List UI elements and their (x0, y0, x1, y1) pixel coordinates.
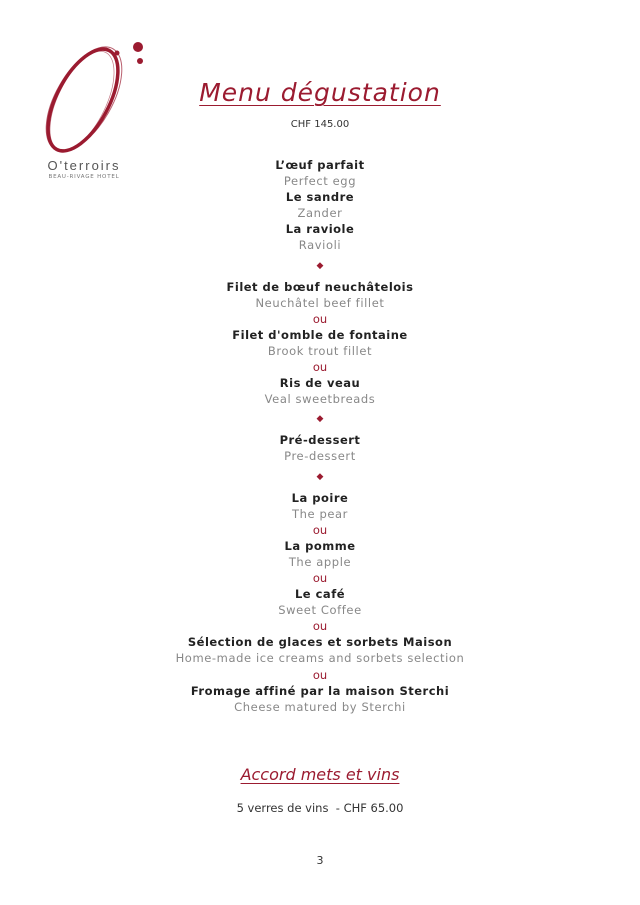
dish-name-fr: Ris de veau (279, 376, 361, 391)
dish-name-fr: La poire (291, 490, 349, 505)
dish-name-fr: Pré-dessert (279, 433, 361, 448)
menu-price: CHF 145.00 (290, 119, 350, 130)
page-number: 3 (316, 854, 324, 867)
dish-name-en: Neuchâtel beef fillet (255, 295, 385, 310)
dish-name-en: The apple (288, 554, 352, 569)
dish-name-en: Home-made ice creams and sorbets selection (175, 651, 465, 666)
or-separator: ou (312, 619, 328, 634)
dish-name-en: Sweet Coffee (278, 603, 362, 618)
dish-name-en: Zander (297, 206, 343, 221)
menu-list (0, 157, 640, 715)
dish-name-fr: Filet d'omble de fontaine (232, 327, 408, 342)
menu-title (0, 78, 640, 107)
diamond-separator-icon: ◆ (316, 414, 324, 425)
diamond-separator-icon: ◆ (316, 260, 324, 271)
dish-name-fr: Le café (294, 587, 345, 602)
wine-pairing-detail: 5 verres de vins - CHF 65.00 (236, 801, 404, 815)
dish-name-fr: L’œuf parfait (275, 158, 365, 172)
menu-title-text: Menu dégustation (199, 78, 441, 107)
dish-name-fr: Filet de bœuf neuchâtelois (226, 279, 414, 294)
or-separator: ou (312, 311, 328, 326)
diamond-separator-icon: ◆ (316, 471, 324, 482)
wine-pairing-title-text: Accord mets et vins (240, 765, 400, 784)
dish-name-en: Perfect egg (283, 174, 357, 189)
dish-name-fr: La pomme (284, 538, 356, 553)
wine-pairing-title (0, 765, 640, 784)
brand-name: O'terroirs (47, 158, 121, 173)
dish-name-en: The pear (292, 506, 348, 521)
dish-name-en: Veal sweetbreads (264, 392, 376, 407)
dish-name-en: Pre-dessert (284, 449, 356, 464)
dish-name-fr: Le sandre (285, 190, 355, 205)
or-separator: ou (312, 667, 328, 682)
dish-name-en: Cheese matured by Sterchi (234, 699, 406, 714)
brand-subtitle: BEAU-RIVAGE HOTEL (48, 174, 120, 180)
dish-name-fr: Sélection de glaces et sorbets Maison (187, 635, 453, 650)
or-separator: ou (312, 570, 328, 585)
dish-name-en: Ravioli (298, 238, 342, 253)
dish-name-fr: La raviole (285, 222, 355, 237)
or-separator: ou (312, 360, 328, 375)
or-separator: ou (312, 522, 328, 537)
dish-name-fr: Fromage affiné par la maison Sterchi (190, 683, 450, 698)
dish-name-en: Brook trout fillet (267, 343, 373, 358)
